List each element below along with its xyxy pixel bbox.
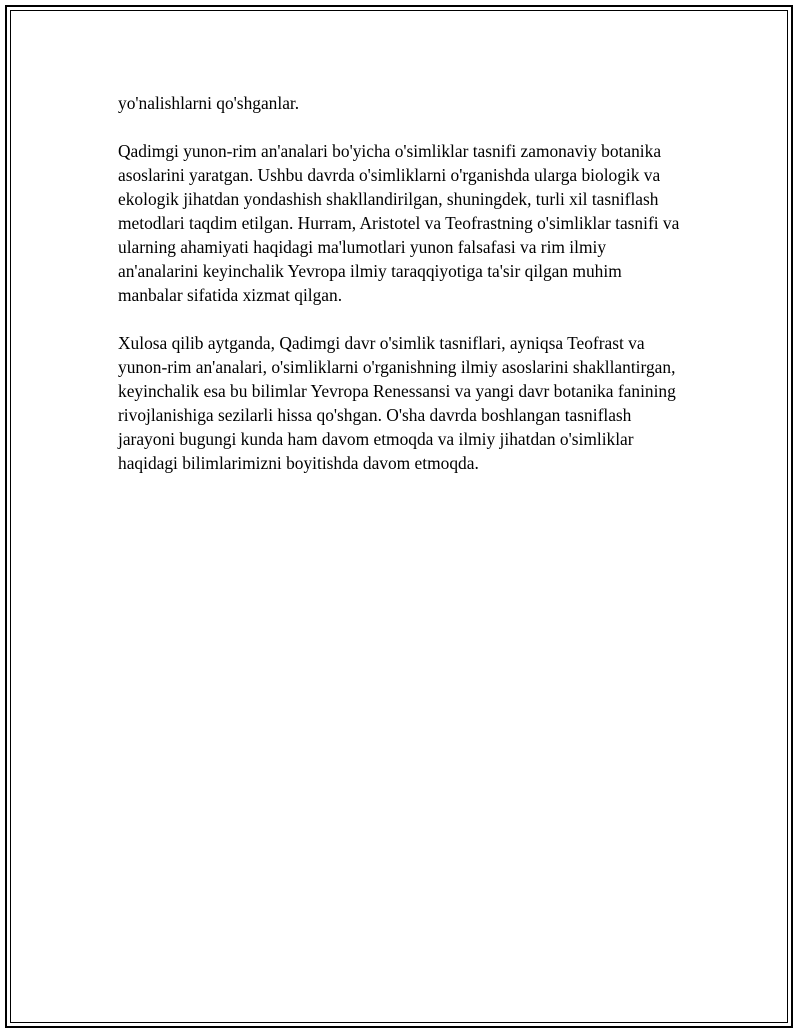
- paragraph-continuation: yo'nalishlarni qo'shganlar.: [118, 93, 300, 113]
- document-body: [118, 91, 688, 499]
- paragraph-greco-roman-tradition: Qadimgi yunon-rim an'analari bo'yicha o'simliklar tasnifi zamonaviy botanika asoslarini yaratgan. Ushbu davrda o'simliklarni o'rganishda ularga biologik va ekologik jihatdan yondashish shakllandirilgan, shuningdek, turli xil tasniflash metodlari taqdim etilgan. Hurram, Aristotel va Teofrastning o'simliklar tasnifi va ularning ahamiyati haqidagi ma'lumotlari yunon falsafasi va rim ilmiy an'analarini keyinchalik Yevropa ilmiy taraqqiyotiga ta'sir qilgan muhim manbalar sifatida xizmat qilgan.: [118, 141, 680, 305]
- paragraph-conclusion: Xulosa qilib aytganda, Qadimgi davr o'simlik tasniflari, ayniqsa Teofrast va yunon-rim an'analari, o'simliklarni o'rganishning ilmiy asoslarini shakllantirgan, keyinchalik esa bu bilimlar Yevropa Renessansi va yangi davr botanika fanining rivojlanishiga sezilarli hissa qo'shgan. O'sha davrda boshlangan tasniflash jarayoni bugungi kunda ham davom etmoqda va ilmiy jihatdan o'simliklar haqidagi bilimlarimizni boyitishda davom etmoqda.: [118, 333, 676, 473]
